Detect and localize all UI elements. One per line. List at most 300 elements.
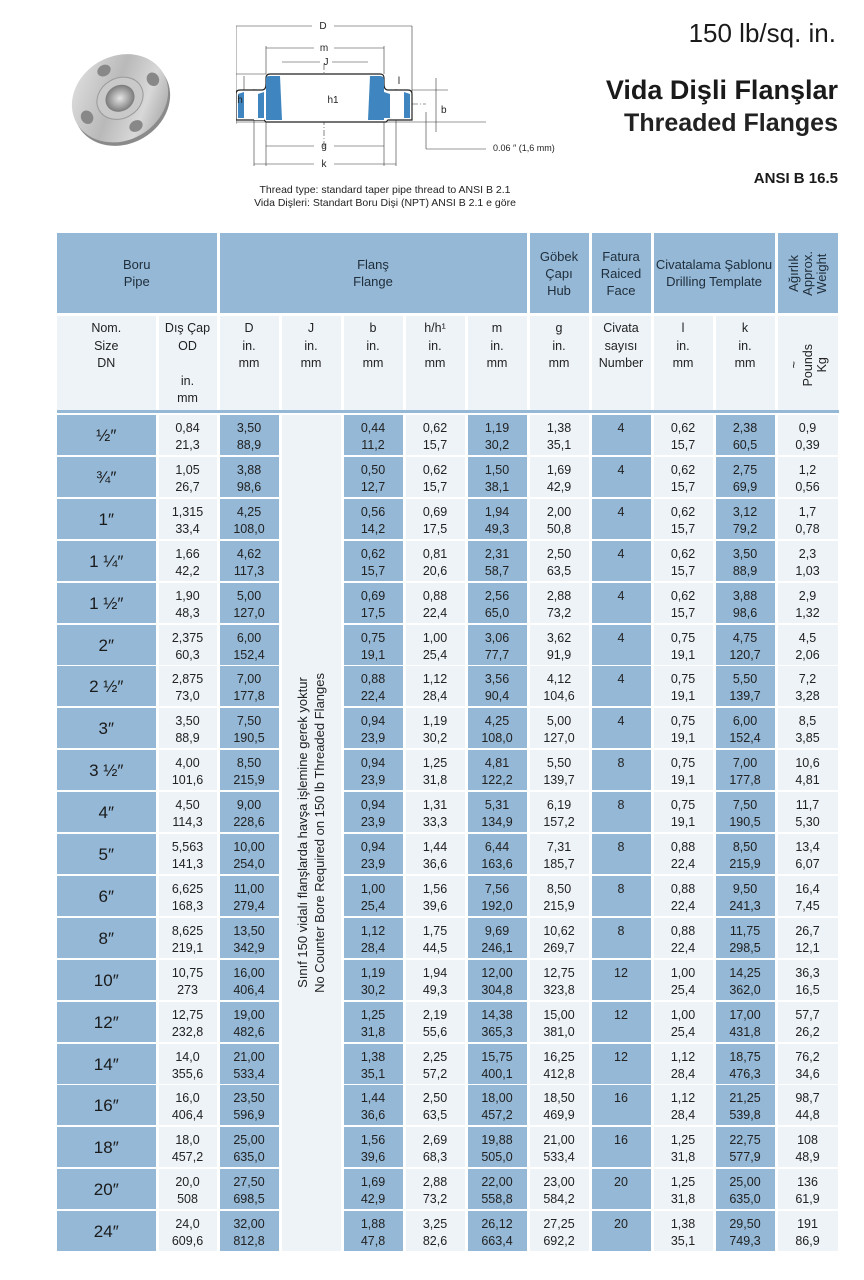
diagram-label-h: h — [237, 95, 243, 106]
m-value-line: 7,56 — [484, 882, 510, 896]
od-value-line: 1,315 — [171, 505, 204, 519]
k-value-line: 7,50 — [732, 798, 758, 812]
od-value-line: 73,0 — [175, 689, 200, 703]
sub-header-m — [468, 316, 527, 410]
od-value-line: 1,05 — [175, 463, 200, 477]
weight-value — [778, 876, 838, 916]
bolt-count-value: 8 — [617, 924, 625, 938]
h-value-line: 30,2 — [422, 731, 448, 745]
g-value — [530, 666, 589, 706]
counter-bore-note-en: No Counter Bore Required on 150 lb Threaded Flanges — [312, 673, 327, 993]
weight-value-line: 6,07 — [795, 857, 820, 871]
g-value — [530, 918, 589, 958]
l-value — [654, 583, 713, 623]
h-value — [406, 1169, 465, 1209]
od-value-line: 168,3 — [171, 899, 204, 913]
sub-header-od-line: mm — [177, 391, 198, 405]
pipe-size — [57, 750, 156, 790]
pipe-size-value: 5″ — [98, 844, 114, 864]
pipe-size-value: 1 ½″ — [89, 593, 124, 613]
g-value-line: 381,0 — [543, 1025, 575, 1039]
k-value-line: 11,75 — [729, 924, 761, 938]
m-value-line: 2,56 — [484, 589, 510, 603]
b-value-line: 0,50 — [360, 463, 386, 477]
g-value — [530, 457, 589, 497]
sub-header-J — [282, 316, 341, 410]
b-value — [344, 876, 403, 916]
b-value-line: 1,69 — [360, 1175, 386, 1189]
od-value-line: 18,0 — [175, 1133, 200, 1147]
h-value-line: 2,25 — [422, 1050, 448, 1064]
bolt-count-value: 4 — [617, 463, 625, 477]
bolt-count — [592, 876, 651, 916]
g-value-line: 5,00 — [546, 714, 572, 728]
k-value-line: 3,12 — [732, 505, 758, 519]
od-value — [159, 1002, 217, 1042]
k-value — [716, 876, 775, 916]
sub-header-k-line: in. — [738, 338, 752, 353]
b-value-line: 0,94 — [360, 756, 386, 770]
pipe-size-value: 12″ — [93, 1012, 119, 1032]
m-value-line: 12,00 — [481, 966, 513, 980]
g-value — [530, 960, 589, 1000]
D-value-line: 254,0 — [233, 857, 265, 871]
m-value — [468, 1169, 527, 1209]
weight-value-line: 3,28 — [795, 689, 820, 703]
m-value — [468, 1044, 527, 1084]
k-value-line: 3,50 — [732, 547, 758, 561]
header-separator — [57, 410, 839, 413]
m-value-line: 3,06 — [484, 631, 510, 645]
weight-value-line: 16,4 — [795, 882, 820, 896]
b-value — [344, 1169, 403, 1209]
l-value-line: 0,75 — [670, 756, 696, 770]
od-value-line: 457,2 — [171, 1150, 204, 1164]
od-value-line: 4,50 — [175, 798, 200, 812]
h-value-line: 68,3 — [422, 1150, 448, 1164]
g-value-line: 127,0 — [543, 731, 575, 745]
pipe-size — [57, 583, 156, 623]
m-value — [468, 499, 527, 539]
pipe-size — [57, 541, 156, 581]
h-value — [406, 708, 465, 748]
bolt-count — [592, 918, 651, 958]
g-value — [530, 541, 589, 581]
sub-header-weight — [778, 316, 838, 410]
h-value-line: 0,69 — [422, 505, 448, 519]
m-value — [468, 1211, 527, 1251]
b-value-line: 0,56 — [360, 505, 386, 519]
k-value-line: 215,9 — [729, 857, 761, 871]
b-value-line: 0,69 — [360, 589, 386, 603]
g-value-line: 1,38 — [546, 421, 572, 435]
g-value-line: 3,62 — [546, 631, 572, 645]
b-value-line: 0,62 — [360, 547, 386, 561]
bolt-count-value: 4 — [617, 672, 625, 686]
m-value-line: 77,7 — [484, 648, 510, 662]
D-value — [220, 415, 279, 455]
weight-value-line: 0,9 — [798, 421, 817, 435]
flange-cross-section-diagram — [236, 14, 586, 174]
l-value-line: 0,62 — [670, 505, 696, 519]
pipe-size-value: 1 ¼″ — [89, 551, 124, 571]
b-value-line: 1,19 — [360, 966, 386, 980]
weight-value — [778, 792, 838, 832]
od-value — [159, 583, 217, 623]
k-value — [716, 792, 775, 832]
diagram-label-D: D — [319, 21, 327, 32]
D-value — [220, 1085, 279, 1125]
sub-header-b — [344, 316, 403, 410]
sub-header-od-line: in. — [180, 373, 195, 388]
h-value — [406, 1127, 465, 1167]
pipe-size-value: 2″ — [98, 635, 114, 655]
od-value — [159, 834, 217, 874]
weight-value-line: 4,5 — [798, 631, 817, 645]
pipe-size — [57, 1211, 156, 1251]
sub-header-bolts-line: sayısı — [604, 338, 638, 353]
D-value-line: 4,25 — [236, 505, 262, 519]
D-value-line: 21,00 — [233, 1050, 265, 1064]
sub-header-od-line: OD — [178, 338, 197, 353]
m-value-line: 365,3 — [481, 1025, 513, 1039]
standard-label: ANSI B 16.5 — [753, 170, 838, 187]
h-value-line: 28,4 — [422, 689, 448, 703]
weight-value-line: 2,3 — [798, 547, 817, 561]
b-value-line: 42,9 — [360, 1192, 386, 1206]
l-value-line: 31,8 — [670, 1192, 696, 1206]
pipe-size-value: 10″ — [93, 970, 119, 990]
D-value — [220, 1127, 279, 1167]
pipe-size — [57, 708, 156, 748]
od-value — [159, 457, 217, 497]
k-value-line: 2,75 — [732, 463, 758, 477]
D-value-line: 16,00 — [233, 966, 265, 980]
k-value-line: 17,00 — [729, 1008, 761, 1022]
g-value-line: 2,50 — [546, 547, 572, 561]
od-value — [159, 1127, 217, 1167]
od-value-line: 24,0 — [175, 1217, 200, 1231]
sub-header-g-line: mm — [548, 356, 570, 370]
pipe-size — [57, 1044, 156, 1084]
b-value-line: 0,94 — [360, 714, 386, 728]
bolt-count — [592, 792, 651, 832]
l-value — [654, 750, 713, 790]
l-value-line: 28,4 — [670, 1067, 696, 1081]
sub-header-g-line: g — [555, 321, 563, 335]
od-value-line: 406,4 — [171, 1108, 204, 1122]
group-header-drilling-template-line: Drilling Template — [666, 274, 762, 289]
D-value — [220, 541, 279, 581]
weight-value — [778, 708, 838, 748]
weight-header-line: Ağırlık — [785, 254, 801, 292]
bolt-count — [592, 1085, 651, 1125]
weight-value-line: 16,5 — [795, 983, 820, 997]
m-value-line: 4,25 — [484, 714, 510, 728]
bolt-count — [592, 457, 651, 497]
m-value — [468, 457, 527, 497]
k-value-line: 2,38 — [732, 421, 758, 435]
group-header-weight-text — [787, 251, 829, 296]
bolt-count — [592, 1211, 651, 1251]
D-value-line: 9,00 — [236, 798, 262, 812]
l-value-line: 1,12 — [670, 1091, 696, 1105]
m-value-line: 2,31 — [484, 547, 510, 561]
m-value-line: 163,6 — [481, 857, 513, 871]
h-value-line: 39,6 — [422, 899, 448, 913]
h-value — [406, 792, 465, 832]
b-value-line: 36,6 — [360, 1108, 386, 1122]
weight-value-line: 7,2 — [798, 672, 817, 686]
k-value-line: 21,25 — [729, 1091, 761, 1105]
g-value-line: 21,00 — [543, 1133, 575, 1147]
od-value-line: 48,3 — [175, 606, 200, 620]
sub-header-h-line: h/h¹ — [424, 321, 446, 335]
h-value-line: 2,50 — [422, 1091, 448, 1105]
D-value — [220, 666, 279, 706]
sub-header-J-line: mm — [300, 356, 322, 370]
od-value-line: 21,3 — [175, 438, 200, 452]
D-value-line: 127,0 — [233, 606, 265, 620]
k-value-line: 152,4 — [729, 731, 761, 745]
group-header-pipe — [57, 233, 217, 313]
k-value-line: 98,6 — [732, 606, 758, 620]
b-value-line: 23,9 — [360, 857, 386, 871]
D-value-line: 108,0 — [233, 522, 265, 536]
b-value-line: 1,00 — [360, 882, 386, 896]
sub-header-b-line: mm — [362, 356, 384, 370]
l-value — [654, 1002, 713, 1042]
sub-header-D — [220, 316, 279, 410]
g-value — [530, 834, 589, 874]
h-value-line: 2,19 — [422, 1008, 448, 1022]
g-value — [530, 1169, 589, 1209]
weight-value-line: 10,6 — [795, 756, 820, 770]
bolt-count-value: 8 — [617, 798, 625, 812]
weight-value — [778, 415, 838, 455]
k-value-line: 7,00 — [732, 756, 758, 770]
weight-value-line: 2,9 — [798, 589, 817, 603]
pipe-size — [57, 834, 156, 874]
bolt-count-value: 4 — [617, 631, 625, 645]
bolt-count-value: 20 — [614, 1217, 628, 1231]
group-header-flange-line: Flanş — [357, 257, 389, 272]
weight-value — [778, 918, 838, 958]
k-value — [716, 708, 775, 748]
D-value-line: 117,3 — [233, 564, 265, 578]
b-value — [344, 666, 403, 706]
l-value-line: 15,7 — [670, 522, 696, 536]
od-value-line: 2,875 — [171, 672, 204, 686]
sub-header-l-line: l — [681, 321, 685, 335]
k-value — [716, 1169, 775, 1209]
m-value — [468, 960, 527, 1000]
h-value-line: 1,12 — [422, 672, 448, 686]
weight-value-line: 108 — [797, 1133, 818, 1147]
sub-header-h-line: mm — [424, 356, 446, 370]
od-value — [159, 876, 217, 916]
D-value — [220, 960, 279, 1000]
group-header-weight — [778, 233, 838, 313]
l-value-line: 15,7 — [670, 606, 696, 620]
bolt-count — [592, 1127, 651, 1167]
h-value-line: 57,2 — [422, 1067, 448, 1081]
weight-value-line: 36,3 — [795, 966, 820, 980]
od-value — [159, 1044, 217, 1084]
k-value — [716, 625, 775, 665]
g-value-line: 157,2 — [543, 815, 575, 829]
m-value-line: 1,50 — [484, 463, 510, 477]
D-value — [220, 918, 279, 958]
bolt-count — [592, 1169, 651, 1209]
weight-value — [778, 1211, 838, 1251]
h-value-line: 3,25 — [422, 1217, 448, 1231]
h-value-line: 0,81 — [422, 547, 448, 561]
pipe-size-value: ¾″ — [96, 467, 117, 487]
h-value-line: 63,5 — [422, 1108, 448, 1122]
bolt-count-value: 8 — [617, 756, 625, 770]
m-value-line: 18,00 — [481, 1091, 513, 1105]
group-header-raised-face-line: Face — [606, 282, 636, 298]
m-value-line: 400,1 — [481, 1067, 513, 1081]
h-value-line: 1,25 — [422, 756, 448, 770]
b-value — [344, 792, 403, 832]
m-value-line: 3,56 — [484, 672, 510, 686]
h-value-line: 36,6 — [422, 857, 448, 871]
counter-bore-note — [282, 415, 341, 1251]
weight-value-line: 1,32 — [795, 606, 820, 620]
h-value — [406, 918, 465, 958]
bolt-count — [592, 541, 651, 581]
m-value — [468, 583, 527, 623]
k-value — [716, 1044, 775, 1084]
D-value-line: 88,9 — [236, 438, 262, 452]
D-value-line: 406,4 — [233, 983, 265, 997]
od-value — [159, 750, 217, 790]
sub-header-bolts-line: Number — [598, 356, 644, 370]
sub-header-b-line: in. — [366, 338, 380, 353]
bolt-count — [592, 960, 651, 1000]
D-value-line: 27,50 — [233, 1175, 265, 1189]
k-value — [716, 499, 775, 539]
bolt-count — [592, 583, 651, 623]
title-english: Threaded Flanges — [624, 109, 838, 137]
od-value — [159, 625, 217, 665]
sub-header-od-line — [186, 355, 189, 373]
od-value-line: 3,50 — [175, 714, 200, 728]
m-value-line: 457,2 — [481, 1108, 513, 1122]
D-value-line: 4,62 — [236, 547, 262, 561]
weight-value-line: 1,03 — [795, 564, 820, 578]
od-value-line: 12,75 — [171, 1008, 204, 1022]
b-value — [344, 1211, 403, 1251]
h-value-line: 1,00 — [422, 631, 448, 645]
bolt-count — [592, 708, 651, 748]
group-header-hub — [530, 233, 589, 313]
b-value — [344, 1044, 403, 1084]
g-value — [530, 708, 589, 748]
weight-unit-line: Pounds — [800, 343, 815, 387]
D-value-line: 23,50 — [233, 1091, 265, 1105]
weight-value-line: 1,7 — [798, 505, 817, 519]
D-value — [220, 708, 279, 748]
D-value-line: 596,9 — [233, 1108, 265, 1122]
od-value — [159, 666, 217, 706]
l-value-line: 15,7 — [670, 564, 696, 578]
bolt-count-value: 4 — [617, 547, 625, 561]
m-value — [468, 1085, 527, 1125]
group-header-flange — [220, 233, 527, 313]
bolt-count-value: 12 — [614, 1050, 628, 1064]
h-value — [406, 583, 465, 623]
k-value — [716, 1002, 775, 1042]
D-value-line: 10,00 — [233, 840, 265, 854]
m-value — [468, 415, 527, 455]
pipe-size-value: 14″ — [93, 1054, 119, 1074]
od-value — [159, 708, 217, 748]
b-value-line: 39,6 — [360, 1150, 386, 1164]
od-value-line: 33,4 — [175, 522, 200, 536]
l-value-line: 19,1 — [670, 648, 696, 662]
b-value-line: 1,44 — [360, 1091, 386, 1105]
pipe-size — [57, 666, 156, 706]
b-value — [344, 1085, 403, 1125]
b-value-line: 23,9 — [360, 815, 386, 829]
D-value-line: 3,50 — [236, 421, 262, 435]
k-value-line: 5,50 — [732, 672, 758, 686]
thread-note-tr: Vida Dişleri: Standart Boru Dişi (NPT) ANSI B 2.1 e göre — [254, 197, 516, 209]
g-value-line: 63,5 — [546, 564, 572, 578]
bolt-count-value: 8 — [617, 882, 625, 896]
l-value-line: 22,4 — [670, 857, 696, 871]
k-value-line: 14,25 — [729, 966, 761, 980]
k-value-line: 362,0 — [729, 983, 761, 997]
m-value-line: 192,0 — [481, 899, 513, 913]
g-value-line: 269,7 — [543, 941, 575, 955]
diagram-label-g: g — [321, 141, 327, 152]
m-value-line: 49,3 — [484, 522, 510, 536]
g-value — [530, 415, 589, 455]
sub-header-bolts — [592, 316, 651, 410]
sub-header-nom-line: Nom. — [91, 321, 122, 335]
h-value-line: 15,7 — [422, 438, 448, 452]
l-value-line: 0,62 — [670, 421, 696, 435]
D-value — [220, 1211, 279, 1251]
sub-header-D-line: mm — [238, 356, 260, 370]
m-value-line: 558,8 — [481, 1192, 513, 1206]
od-value-line: 4,00 — [175, 756, 200, 770]
b-value — [344, 1002, 403, 1042]
g-value — [530, 876, 589, 916]
pipe-size — [57, 918, 156, 958]
b-value-line: 0,94 — [360, 798, 386, 812]
bolt-count-value: 16 — [614, 1091, 628, 1105]
m-value-line: 4,81 — [484, 756, 510, 770]
flange-product-photo — [66, 40, 176, 160]
weight-unit-line: ~ — [786, 361, 801, 369]
pipe-size-value: 3 ½″ — [89, 760, 124, 780]
m-value-line: 38,1 — [484, 480, 510, 494]
D-value-line: 482,6 — [233, 1025, 265, 1039]
diagram-label-J: J — [323, 57, 329, 68]
sub-header-od — [159, 316, 217, 410]
diagram-label-h1: h1 — [327, 95, 339, 106]
l-value-line: 1,25 — [670, 1175, 696, 1189]
l-value — [654, 960, 713, 1000]
g-value-line: 42,9 — [546, 480, 572, 494]
od-value-line: 355,6 — [171, 1067, 204, 1081]
l-value-line: 0,75 — [670, 714, 696, 728]
